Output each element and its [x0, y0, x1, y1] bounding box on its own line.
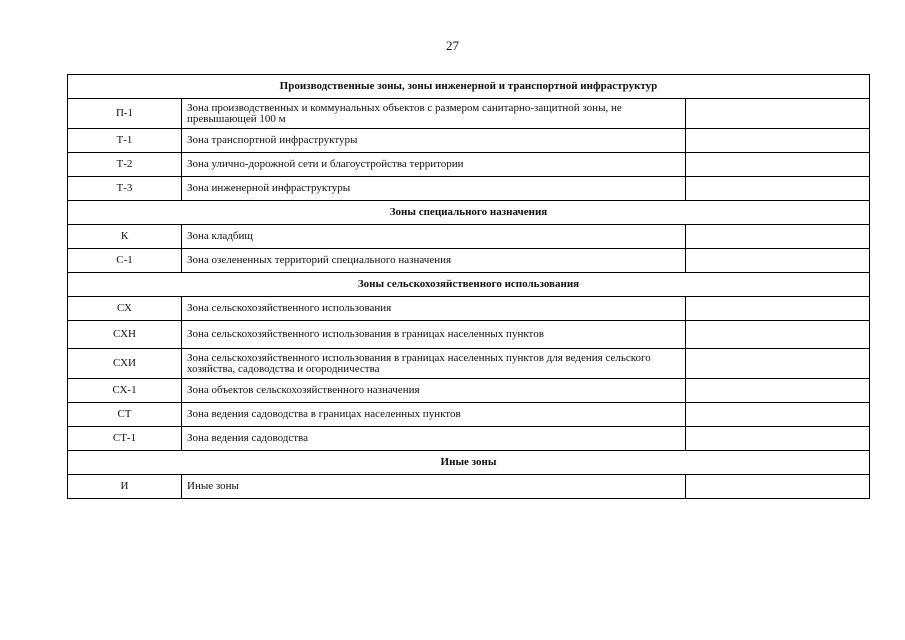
- table-row: [68, 249, 870, 273]
- zone-extra: [686, 225, 870, 249]
- zone-name: Зона ведения садоводства: [182, 427, 686, 451]
- zone-name: Зона улично-дорожной сети и благоустройства территории: [182, 153, 686, 177]
- zone-extra: [686, 403, 870, 427]
- zone-code: К: [68, 225, 182, 249]
- section-header-row: [68, 75, 870, 99]
- zone-code: СХ-1: [68, 379, 182, 403]
- zone-extra: [686, 249, 870, 273]
- section-title: Зоны специального назначения: [68, 201, 870, 225]
- zone-extra: [686, 129, 870, 153]
- section-title: Иные зоны: [68, 451, 870, 475]
- zone-code: Т-1: [68, 129, 182, 153]
- table-row: [68, 321, 870, 349]
- zone-name: Зона сельскохозяйственного использования в границах населенных пунктов: [182, 321, 686, 349]
- zone-code: СТ-1: [68, 427, 182, 451]
- zone-name: Зона объектов сельскохозяйственного назначения: [182, 379, 686, 403]
- zone-code: С-1: [68, 249, 182, 273]
- table-row: [68, 427, 870, 451]
- zone-code: СХН: [68, 321, 182, 349]
- zone-name: Зона кладбищ: [182, 225, 686, 249]
- zone-name: Зона сельскохозяйственного использования: [182, 297, 686, 321]
- table-row: [68, 153, 870, 177]
- table-row: [68, 349, 870, 379]
- table-row: [68, 297, 870, 321]
- section-title: Производственные зоны, зоны инженерной и транспортной инфраструктур: [68, 75, 870, 99]
- table-row: [68, 403, 870, 427]
- zone-name: Зона озелененных территорий специального назначения: [182, 249, 686, 273]
- zone-code: Т-2: [68, 153, 182, 177]
- zone-name: Зона ведения садоводства в границах населенных пунктов: [182, 403, 686, 427]
- zone-extra: [686, 427, 870, 451]
- zone-name: Иные зоны: [182, 475, 686, 499]
- table-row: [68, 475, 870, 499]
- zone-extra: [686, 153, 870, 177]
- section-title: Зоны сельскохозяйственного использования: [68, 273, 870, 297]
- table-row: [68, 177, 870, 201]
- zone-code: Т-3: [68, 177, 182, 201]
- zone-name: Зона инженерной инфраструктуры: [182, 177, 686, 201]
- section-header-row: [68, 273, 870, 297]
- zone-extra: [686, 99, 870, 129]
- table-row: [68, 129, 870, 153]
- table-row: [68, 99, 870, 129]
- zone-extra: [686, 349, 870, 379]
- table-row: [68, 379, 870, 403]
- zone-code: И: [68, 475, 182, 499]
- page-number: 27: [446, 38, 459, 53]
- zone-code: П-1: [68, 99, 182, 129]
- zone-extra: [686, 297, 870, 321]
- zone-name: Зона сельскохозяйственного использования в границах населенных пунктов для ведения сельского хозяйства, садоводства и огородничества: [182, 349, 686, 379]
- zone-extra: [686, 321, 870, 349]
- section-header-row: [68, 451, 870, 475]
- zones-table: [67, 74, 870, 499]
- zone-extra: [686, 379, 870, 403]
- zone-code: СХИ: [68, 349, 182, 379]
- zone-name: Зона транспортной инфраструктуры: [182, 129, 686, 153]
- zone-name: Зона производственных и коммунальных объектов с размером санитарно-защитной зоны, не превышающей 100 м: [182, 99, 686, 129]
- table-row: [68, 225, 870, 249]
- zone-extra: [686, 475, 870, 499]
- zone-extra: [686, 177, 870, 201]
- zone-code: СХ: [68, 297, 182, 321]
- section-header-row: [68, 201, 870, 225]
- zone-code: СТ: [68, 403, 182, 427]
